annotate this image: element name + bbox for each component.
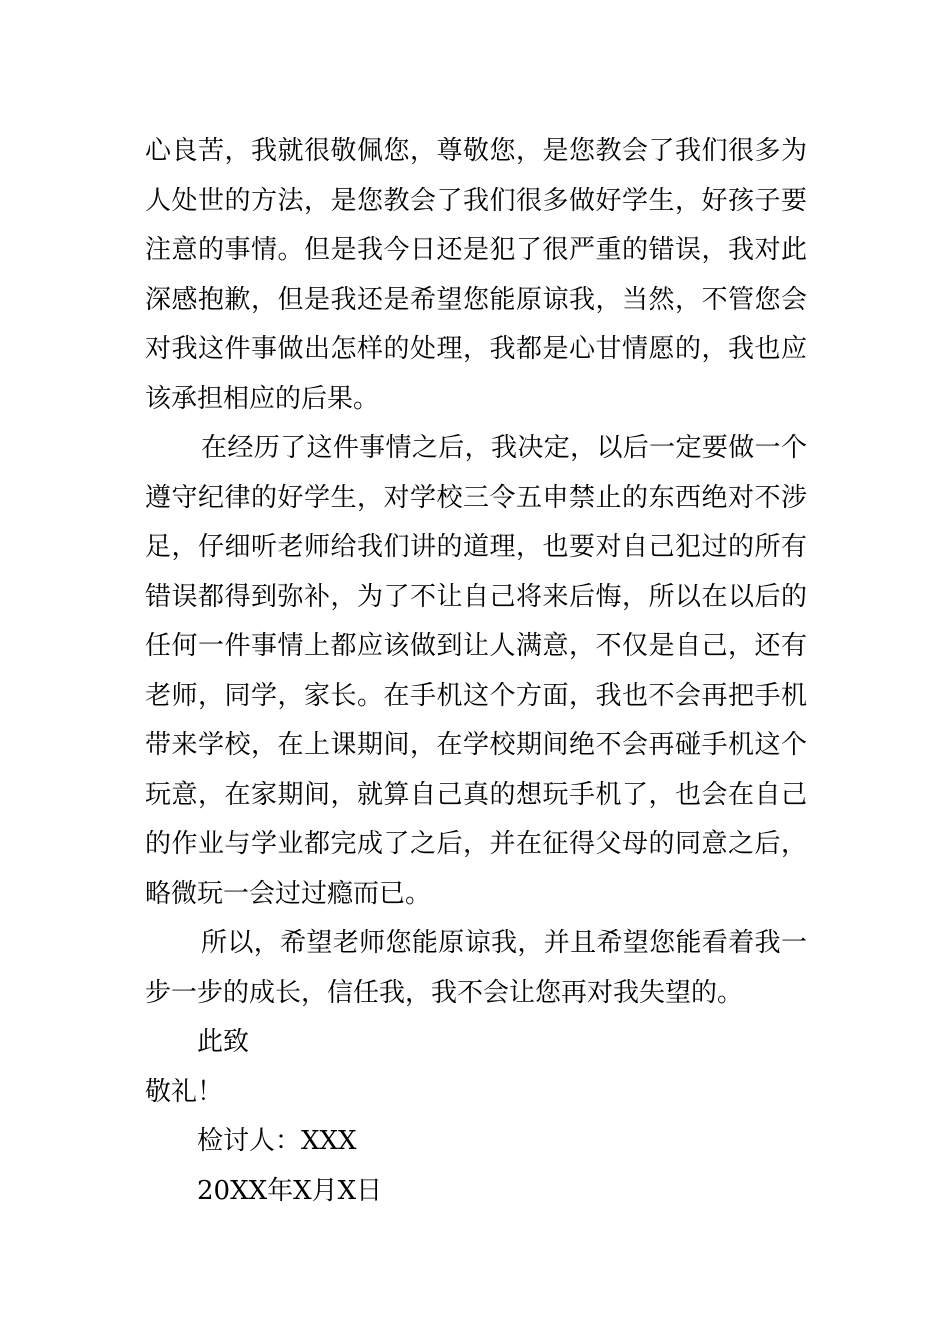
letter-body xyxy=(145,127,807,1216)
date-line: 20XX年X月X日 xyxy=(197,1175,383,1206)
paragraph-resolution: 在经历了这件事情之后，我决定，以后一定要做一个遵守纪律的好学生，对学校三令五申禁止的东西绝对不涉足，仔细听老师给我们讲的道理，也要对自己犯过的所有错误都得到弥补，为了不让自己将来后悔，所以在以后的任何一件事情上都应该做到让人满意，不仅是自己，还有老师，同学，家长。在手机这个方面，我也不会再把手机带来学校，在上课期间，在学校期间绝不会再碰手机这个玩意，在家期间，就算自己真的想玩手机了，也会在自己的作业与学业都完成了之后，并在征得父母的同意之后，略微玩一会过过瘾而已。 xyxy=(145,433,807,909)
paragraph-request: 所以，希望老师您能原谅我，并且希望您能看着我一步一步的成长，信任我，我不会让您再对我失望的。 xyxy=(145,928,807,1008)
signer-line: 检讨人：XXX xyxy=(197,1126,357,1156)
closing-salutation: 此致 xyxy=(197,1027,250,1057)
closing-regards: 敬礼！ xyxy=(145,1076,224,1107)
paragraph-continued: 心良苦，我就很敬佩您，尊敬您，是您教会了我们很多为人处世的方法，是您教会了我们很多做好学生，好孩子要注意的事情。但是我今日还是犯了很严重的错误，我对此深感抱歉，但是我还是希望您能原谅我，当然，不管您会对我这件事做出怎样的处理，我都是心甘情愿的，我也应该承担相应的后果。 xyxy=(145,136,807,414)
